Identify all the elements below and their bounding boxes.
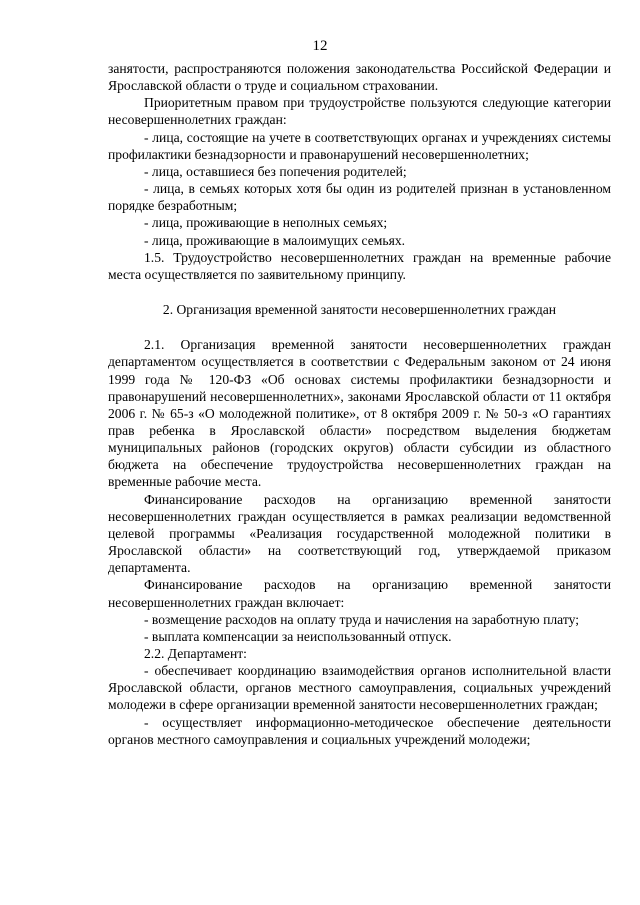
section-2-heading: 2. Организация временной занятости несовершеннолетних граждан (162, 302, 557, 318)
list-item: - возмещение расходов на оплату труда и начисления на заработную плату; (144, 611, 579, 627)
document-body (108, 60, 611, 748)
list-item: - лица, оставшиеся без попечения родителей; (144, 163, 407, 179)
page-number: 12 (312, 38, 328, 54)
clause-1-5: 1.5. Трудоустройство несовершеннолетних граждан на временные рабочие места осуществляется по заявительному принципу. (108, 249, 611, 282)
list-item: - лица, в семьях которых хотя бы один из родителей признан в установленном порядке безработным; (108, 181, 611, 214)
list-item: - выплата компенсации за неиспользованный отпуск. (144, 628, 452, 644)
list-item: - осуществляет информационно-методическое обеспечение деятельности органов местного самоуправления и социальных учреждений молодежи; (108, 714, 611, 747)
list-item: - лица, проживающие в неполных семьях; (144, 215, 388, 231)
list-item: - лица, состоящие на учете в соответствующих органах и учреждениях системы профилактики безнадзорности и правонарушений несовершеннолетних; (108, 129, 611, 162)
paragraph-priority-intro: Приоритетным правом при трудоустройстве пользуются следующие категории несовершеннолетних граждан: (108, 95, 611, 128)
clause-2-2: 2.2. Департамент: (144, 646, 247, 661)
paragraph-financing: Финансирование расходов на организацию временной занятости несовершеннолетних граждан осуществляется в рамках реализации ведомственной целевой программы «Реализация государственной молодежной политики в Ярославской области» на соответствующий год, утверждаемой приказом департамента. (108, 491, 611, 576)
list-item: - обеспечивает координацию взаимодействия органов исполнительной власти Ярославской области, органов местного самоуправления, социальных учреждений молодежи в сфере организации временной занятости несовершеннолетних граждан; (108, 663, 611, 713)
paragraph-financing-includes: Финансирование расходов на организацию временной занятости несовершеннолетних граждан включает: (108, 577, 611, 610)
list-item: - лица, проживающие в малоимущих семьях. (144, 232, 406, 248)
clause-2-1: 2.1. Организация временной занятости несовершеннолетних граждан департаментом осуществляется в соответствии с Федеральным законом от 24 июня 1999 года № 120-ФЗ «Об основах системы профилактики безнадзорности и правонарушений несовершеннолетних», законами Ярославской области от 11 октября 2006 г. № 65-з «О молодежной политике», от 8 октября 2009 г. № 50-з «О гарантиях прав ребенка в Ярославской области» посредством выделения бюджетам муниципальных районов (городских округов) области субсидии из областного бюджета на обеспечение трудоустройства несовершеннолетних граждан на временные рабочие места. (108, 337, 611, 490)
paragraph-continuation: занятости, распространяются положения законодательства Российской Федерации и Ярославской области о труде и социальном страховании. (108, 61, 611, 94)
